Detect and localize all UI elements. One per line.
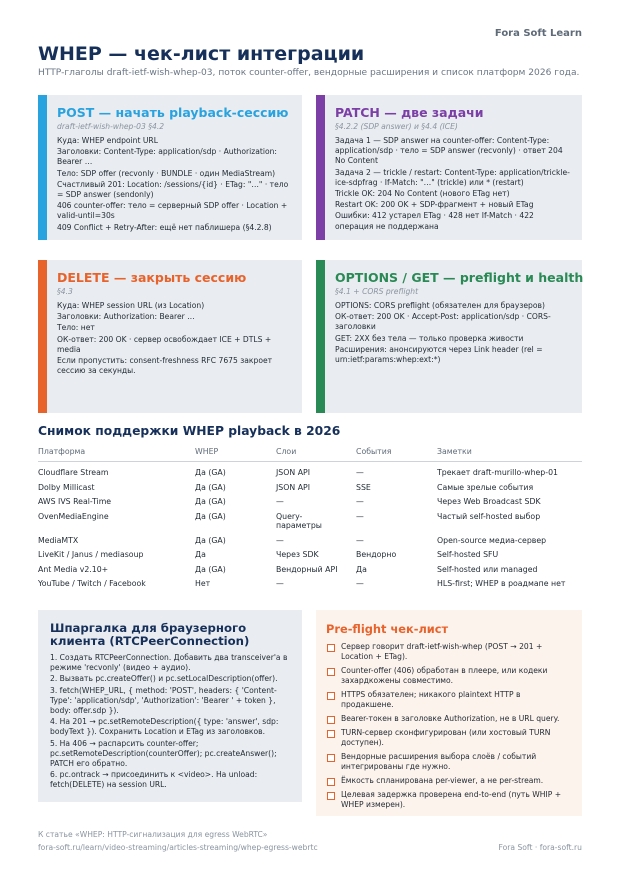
card-title: PATCH — две задачи — [335, 105, 484, 120]
table-cell: OvenMediaEngine — [38, 511, 109, 521]
checklist-item-label: Ёмкость спланирована per-viewer, а не per-stream. — [341, 776, 544, 785]
card-line: Куда: WHEP session URL (из Location) — [57, 301, 205, 310]
table-cell: Да (GA) — [195, 535, 226, 545]
card-line: Счастливый 201: Location: /sessions/{id} · ETag: "…" · тело = SDP answer (sendonly) — [57, 179, 289, 200]
table-cell: AWS IVS Real-Time — [38, 497, 112, 506]
card-ref: draft-ietf-wish-whep-03 §4.2 — [57, 122, 165, 131]
checkbox-icon[interactable] — [327, 644, 335, 652]
table-cell: Да (GA) — [195, 482, 226, 492]
accent-bar — [316, 95, 325, 240]
cheatsheet-step: 4. На 201 → pc.setRemoteDescription({ type: 'answer', sdp: bodyText }). Сохранить Location и ETag из заголовков. — [50, 717, 279, 737]
checklist-item-label: Bearer-токен в заголовке Authorization, не в URL query. — [341, 714, 560, 723]
card-line: ОК-ответ: 200 OK · Accept-Post: application/sdp · CORS-заголовки — [335, 312, 551, 332]
cheatsheet-step: 1. Создать RTCPeerConnection. Добавить два transceiver'а в режиме 'recvonly' (видео + аудио). — [50, 653, 288, 673]
table-cell: — — [356, 468, 364, 477]
card-title: DELETE — закрыть сессию — [57, 270, 247, 285]
checklist-item[interactable] — [326, 690, 572, 710]
cheatsheet-step: 6. pc.ontrack → присоединить к <video>. На unload: fetch(DELETE) на session URL. — [50, 770, 258, 790]
checkbox-icon[interactable] — [327, 716, 335, 724]
checklist-item[interactable] — [326, 714, 572, 724]
card-options — [316, 260, 582, 413]
card-line: Тело: SDP offer (recvonly · BUNDLE · один MediaStream) — [57, 168, 276, 178]
card-line: OPTIONS: CORS preflight (обязателен для браузеров) — [335, 301, 545, 310]
checklist-item-label: Counter-offer (406) обработан в плеере, или кодеки захардкожены совместимо. — [341, 666, 548, 685]
accent-bar — [38, 95, 47, 240]
column-header: Платформа — [38, 444, 195, 462]
checklist-item-label: Целевая задержка проверена end-to-end (путь WHIP + WHEP измерен). — [341, 790, 562, 809]
checklist-item[interactable] — [326, 752, 572, 772]
table-cell: Через SDK — [276, 550, 319, 559]
table-cell: Query-параметры — [276, 511, 322, 530]
table-cell: Self-hosted или managed — [437, 564, 538, 574]
table-cell: Через Web Broadcast SDK — [437, 497, 541, 506]
checkbox-icon[interactable] — [327, 792, 335, 800]
table-header-row — [38, 444, 582, 462]
column-header: Слои — [276, 444, 356, 462]
card-delete — [38, 260, 302, 413]
checkbox-icon[interactable] — [327, 668, 335, 676]
card-line: Заголовки: Content-Type: application/sdp · Authorization: Bearer … — [57, 147, 277, 167]
cheatsheet-step: 3. fetch(WHEP_URL, { method: 'POST', headers: { 'Content-Type': 'application/sdp', 'Authorization': 'Bearer ' + token }, body: offer.sdp }). — [50, 685, 277, 716]
table-row — [38, 495, 582, 510]
column-header: WHEP — [195, 444, 276, 462]
card-title: POST — начать playback-сессию — [57, 105, 289, 120]
card-ref: §4.1 + CORS preflight — [335, 287, 419, 296]
checklist-item[interactable] — [326, 642, 572, 662]
checkbox-icon[interactable] — [327, 754, 335, 762]
footer-site: Fora Soft · fora-soft.ru — [498, 843, 582, 852]
table-cell: HLS-first; WHEP в роадмапе нет — [437, 579, 566, 588]
table-cell: — — [356, 579, 364, 588]
table-cell: Да — [356, 564, 367, 574]
cheatsheet-panel — [38, 610, 302, 802]
table-cell: YouTube / Twitch / Facebook — [38, 579, 146, 588]
preflight-title: Pre-flight чек-лист — [326, 622, 449, 636]
column-header: Заметки — [437, 444, 582, 462]
table-cell: Да (GA) — [195, 511, 226, 521]
table-cell: Dolby Millicast — [38, 482, 95, 492]
table-row — [38, 510, 582, 534]
accent-bar — [38, 260, 47, 413]
table-cell: — — [356, 511, 364, 521]
table-cell: Нет — [195, 579, 211, 588]
table-cell: JSON API — [276, 482, 311, 492]
checkbox-icon[interactable] — [327, 778, 335, 786]
preflight-panel — [316, 610, 582, 816]
table-cell: Трекает draft-murillo-whep-01 — [437, 468, 558, 477]
table-cell: Да (GA) — [195, 497, 226, 506]
support-table — [38, 444, 582, 592]
table-cell: Вендорно — [356, 550, 397, 559]
checklist-item-label: HTTPS обязателен; никакого plaintext HTTP в продакшене. — [341, 690, 521, 709]
table-cell: Cloudflare Stream — [38, 468, 109, 477]
table-cell: — — [356, 535, 364, 545]
card-line: Заголовки: Authorization: Bearer … — [57, 312, 195, 322]
table-cell: Open-source медиа-сервер — [437, 535, 547, 545]
table-cell: Частый self-hosted выбор — [437, 511, 541, 521]
table-cell: MediaMTX — [38, 535, 79, 545]
brand-label: Fora Soft Learn — [494, 28, 582, 39]
table-cell: — — [276, 535, 284, 545]
table-cell: — — [276, 579, 284, 588]
card-line: Задача 2 — trickle / restart: Content-Type: application/trickle-ice-sdpfrag · If-Match: "…" (trickle) или * (restart) — [335, 167, 570, 187]
table-cell: Да — [195, 550, 206, 559]
footer-url-link[interactable]: fora-soft.ru/learn/video-streaming/articles-streaming/whep-egress-webrtc — [38, 843, 318, 852]
card-title: OPTIONS / GET — preflight и health — [335, 270, 584, 285]
checklist-item[interactable] — [326, 790, 572, 810]
accent-bar — [316, 260, 325, 413]
table-row — [38, 534, 582, 549]
table-cell: Self-hosted SFU — [437, 550, 499, 559]
checkbox-icon[interactable] — [327, 692, 335, 700]
table-cell: LiveKit / Janus / mediasoup — [38, 550, 144, 559]
support-table-title: Снимок поддержки WHEP playback в 2026 — [38, 424, 341, 438]
card-line: ОК-ответ: 200 OK · сервер освобождает ICE + DTLS + media — [57, 334, 272, 354]
table-cell: JSON API — [276, 468, 311, 477]
card-line: Тело: нет — [57, 323, 95, 333]
checklist-item-label: TURN-сервер сконфигурирован (или хостовый TURN доступен). — [341, 728, 551, 747]
cheatsheet-step: 2. Вызвать pc.createOffer() и pc.setLocalDescription(offer). — [50, 674, 278, 684]
checklist-item[interactable] — [326, 728, 572, 748]
cheatsheet-title: Шпаргалка для браузерного клиента (RTCPeerConnection) — [50, 621, 250, 648]
card-line: Ошибки: 412 устарел ETag · 428 нет If-Match · 422 операция не поддержана — [335, 211, 534, 231]
card-ref: §4.3 — [57, 287, 73, 296]
checklist-item-label: Вендорные расширения выбора слоёв / событий интегрированы где нужно. — [341, 752, 537, 771]
checklist-item[interactable] — [326, 666, 572, 686]
table-cell: Ant Media v2.10+ — [38, 564, 109, 574]
page-title: WHEP — чек-лист интеграции — [38, 43, 365, 65]
table-row — [38, 548, 582, 563]
table-cell: Вендорный API — [276, 564, 338, 574]
card-line: Задача 1 — SDP answer на counter-offer: Content-Type: application/sdp · тело = SDP answer (recvonly) · ответ 204 No Content — [335, 136, 563, 166]
card-line: 406 counter-offer: тело = серверный SDP offer · Location + valid-until=30s — [57, 201, 288, 221]
card-line: Куда: WHEP endpoint URL — [57, 136, 158, 145]
table-row — [38, 577, 582, 592]
card-ref: §4.2.2 (SDP answer) и §4.4 (ICE) — [335, 122, 458, 131]
table-cell: Да (GA) — [195, 468, 226, 477]
checklist-item-label: Сервер говорит draft-ietf-wish-whep (POST → 201 + Location + ETag). — [341, 642, 543, 661]
table-row — [38, 462, 582, 481]
card-line: Если пропустить: consent-freshness RFC 7675 закроет сессию за секунды. — [57, 356, 273, 376]
card-line: Расширения: анонсируются через Link header (rel = urn:ietf:params:whep:ext:*) — [335, 344, 543, 365]
table-row — [38, 563, 582, 578]
table-cell: Да (GA) — [195, 564, 226, 574]
checkbox-icon[interactable] — [327, 730, 335, 738]
card-patch — [316, 95, 582, 240]
column-header: События — [356, 444, 437, 462]
cheatsheet-step: 5. На 406 → распарсить counter-offer; pc.setRemoteDescription(counterOffer); pc.createAnswer(); PATCH его обратно. — [50, 738, 277, 769]
card-line: GET: 2XX без тела — только проверка живости — [335, 333, 524, 343]
footer-article-ref: К статье «WHEP: HTTP-сигнализация для egress WebRTC» — [38, 830, 268, 839]
table-cell: — — [276, 497, 284, 506]
table-row — [38, 481, 582, 496]
card-line: Trickle OK: 204 No Content (нового ETag нет) — [335, 189, 510, 199]
card-post — [38, 95, 302, 240]
card-line: 409 Conflict + Retry-After: ещё нет паблишера (§4.2.8) — [57, 222, 272, 232]
card-line: Restart OK: 200 OK + SDP-фрагмент + новый ETag — [335, 200, 534, 210]
table-cell: — — [356, 497, 364, 506]
checklist-item[interactable] — [326, 776, 572, 786]
page-subtitle: HTTP-глаголы draft-ietf-wish-whep-03, поток counter-offer, вендорные расширения и список платформ 2026 года. — [38, 68, 580, 78]
table-cell: SSE — [356, 482, 371, 492]
table-cell: Самые зрелые события — [437, 482, 534, 492]
